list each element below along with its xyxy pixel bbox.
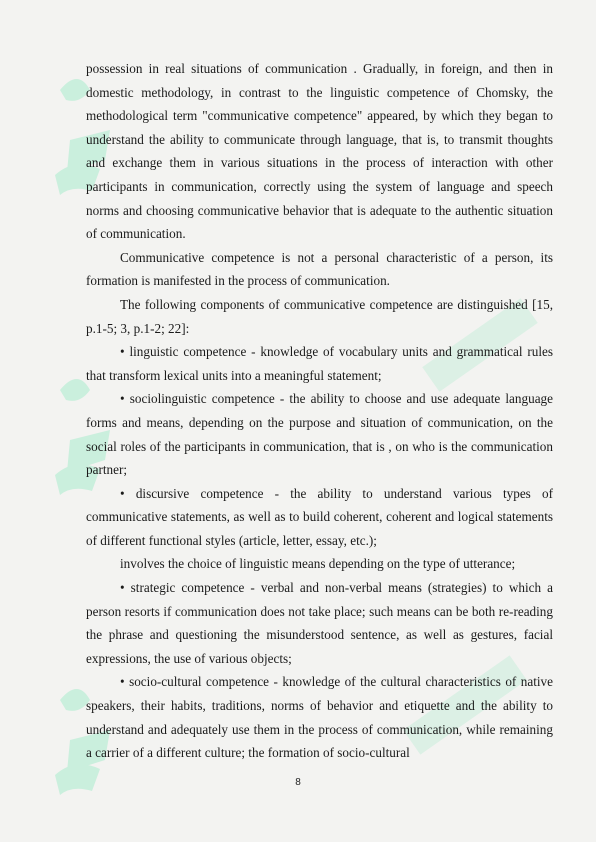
page-number: 8 [295,777,301,788]
paragraph-utterance-type: involves the choice of linguistic means depending on the type of utterance; [120,556,516,572]
list-item-linguistic: • linguistic competence - knowledge of vocabulary units and grammatical rules that transform lexical units into a meaningful statement; [86,344,553,383]
list-item-strategic: • strategic competence - verbal and non-verbal means (strategies) to which a person resorts if communication does not take place; such means can be both re-reading the phrase and questioning the misunderstood sentence, as well as gestures, facial expressions, the use of various objects; [86,580,553,666]
list-item-socio-cultural: • socio-cultural competence - knowledge of the cultural characteristics of native speakers, their habits, traditions, norms of behavior and etiquette and the ability to understand and adequately use them in the process of communication, while remaining a carrier of a different culture; the formation of socio-cultural [86,674,553,761]
paragraph-continuation: possession in real situations of communication . Gradually, in foreign, and then in domestic methodology, in contrast to the linguistic competence of Chomsky, the methodological term "communicative competence" appeared, by which they began to understand the ability to communicate through language, that is, to transmit thoughts and exchange them in various situations in the process of interaction with other participants in communication, correctly using the system of language and speech norms and choosing communicative behavior that is adequate to the authentic situation of communication. [86,61,553,242]
list-item-sociolinguistic: • sociolinguistic competence - the ability to choose and use adequate language forms and means, depending on the purpose and situation of communication, on the social roles of the participants in communication, that is , on who is the communication partner; [86,391,553,478]
paragraph-components-intro: The following components of communicative competence are distinguished [15, p.1-5; 3, p.1-2; 22]: [86,296,553,336]
list-item-discursive: • discursive competence - the ability to understand various types of communicative statements, as well as to build coherent, coherent and logical statements of different functional styles (article, letter, essay, etc.); [86,485,553,548]
paragraph-communicative-competence: Communicative competence is not a personal characteristic of a person, its formation is manifested in the process of communication. [86,249,553,289]
document-body [86,57,553,765]
